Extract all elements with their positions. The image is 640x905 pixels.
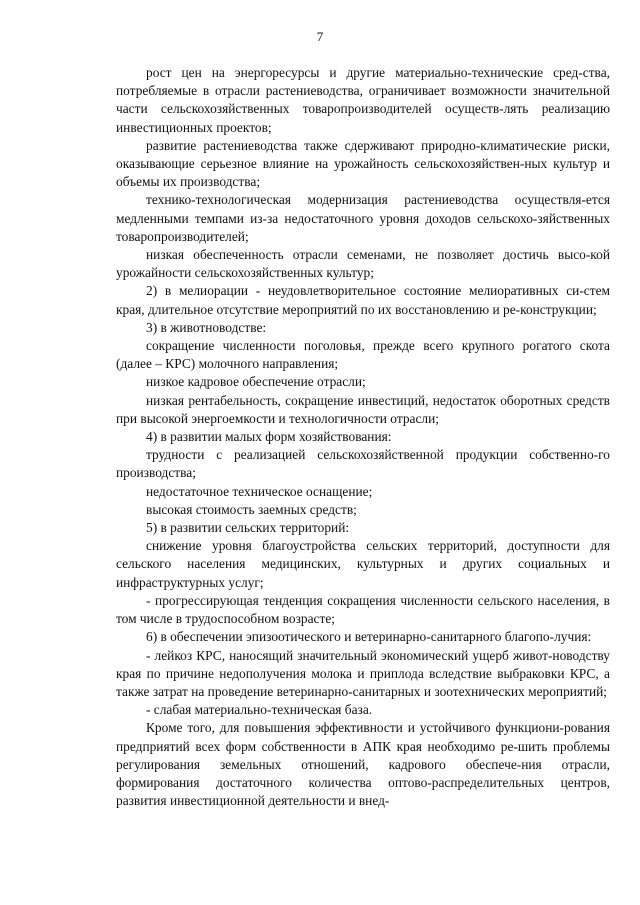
paragraph: развитие растениеводства также сдерживают природно-климатические риски, оказывающие серьезное влияние на урожайность сельскохозяйствен-ных культур и объемы их производства; bbox=[116, 137, 610, 190]
paragraph: 4) в развитии малых форм хозяйствования: bbox=[146, 429, 392, 445]
paragraph: - слабая материально-техническая база. bbox=[146, 702, 373, 718]
paragraph: низкое кадровое обеспечение отрасли; bbox=[146, 374, 366, 390]
paragraph: технико-технологическая модернизация растениеводства осуществля-ется медленными темпами из-за недостаточного уровня доходов сельскохо-зяйственных товаропроизводителей; bbox=[116, 192, 610, 244]
paragraph: рост цен на энергоресурсы и другие материально-технические сред-ства, потребляемые в отрасли растениеводства, ограничивает возможности значительной части сельскохозяйственных товаропроизводителей осуществ-лять реализацию инвестиционных проектов; bbox=[116, 65, 610, 135]
paragraph: 2) в мелиорации - неудовлетворительное состояние мелиоративных си-стем края, длительное отсутствие мероприятий по их восстановлению и ре-конструкции; bbox=[116, 283, 610, 317]
paragraph: высокая стоимость заемных средств; bbox=[146, 501, 357, 517]
paragraph: недостаточное техническое оснащение; bbox=[146, 483, 373, 499]
paragraph: - лейкоз КРС, наносящий значительный экономический ущерб живот-новодству края по причине недополучения молока и приплода вследствие выбраковки КРС, а также затрат на проведение ветеринарно-санитарных и зоотехнических мероприятий; bbox=[116, 647, 610, 699]
paragraph: - прогрессирующая тенденция сокращения численности сельского населения, в том числе в трудоспособном возрасте; bbox=[116, 592, 610, 627]
paragraph: 3) в животноводстве: bbox=[146, 319, 267, 335]
paragraph: сокращение численности поголовья, прежде всего крупного рогатого скота (далее – КРС) молочного направления; bbox=[116, 338, 610, 372]
body-text bbox=[116, 64, 610, 810]
paragraph: трудности с реализацией сельскохозяйственной продукции собственно-го производства; bbox=[116, 447, 610, 481]
paragraph: Кроме того, для повышения эффективности и устойчивого функциони-рования предприятий всех форм собственности в АПК края необходимо ре-шить проблемы регулирования земельных отношений, кадрового обеспече-ния отрасли, формирования достаточного количества оптово-распределительных центров, развития инвестиционной деятельности и внед- bbox=[116, 720, 610, 809]
paragraph: 6) в обеспечении эпизоотического и ветеринарно-санитарного благопо-лучия: bbox=[146, 629, 592, 645]
paragraph: низкая рентабельность, сокращение инвестиций, недостаток оборотных средств при высокой энергоемкости и технологичности отрасли; bbox=[116, 392, 610, 426]
paragraph: снижение уровня благоустройства сельских территорий, доступности для сельского населения медицинских, культурных и других социальных и инфраструктурных услуг; bbox=[116, 538, 610, 590]
page-number: 7 bbox=[316, 29, 324, 44]
paragraph: низкая обеспеченность отрасли семенами, не позволяет достичь высо-кой урожайности сельскохозяйственных культур; bbox=[116, 247, 610, 281]
paragraph: 5) в развитии сельских территорий: bbox=[146, 520, 350, 536]
